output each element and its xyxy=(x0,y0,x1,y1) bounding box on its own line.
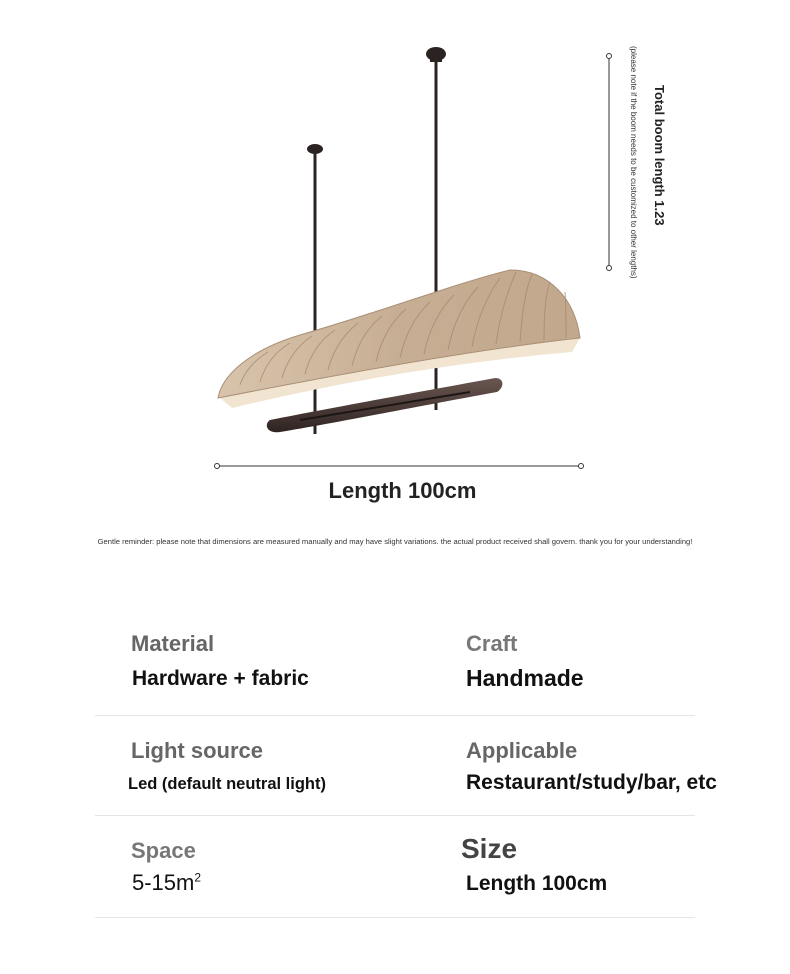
light-source-value: Led (default neutral light) xyxy=(128,775,326,793)
divider xyxy=(95,715,695,716)
boom-length-label: Total boom length 1.23 xyxy=(652,85,667,226)
applicable-value: Restaurant/study/bar, etc xyxy=(466,771,717,794)
light-source-label: Light source xyxy=(131,738,264,763)
craft-value: Handmade xyxy=(466,665,584,691)
measurement-reminder: Gentle reminder: please note that dimensions are measured manually and may have slight variations. the actual product received shall govern. thank you for your understanding! xyxy=(97,537,693,546)
size-label: Size xyxy=(461,833,518,864)
length-label: Length 100cm xyxy=(328,478,477,503)
divider xyxy=(95,815,695,816)
space-value-text: 5-15m xyxy=(132,870,195,895)
applicable-label: Applicable xyxy=(466,738,578,763)
space-unit-superscript: 2 xyxy=(194,870,202,885)
lamp-shade xyxy=(218,270,580,398)
boom-length-note: (please note if the boom needs to be customized to other lengths) xyxy=(629,46,638,279)
suspension-rod-left xyxy=(314,152,317,434)
craft-label: Craft xyxy=(466,631,518,656)
divider xyxy=(95,917,695,918)
space-value xyxy=(132,870,201,896)
material-label: Material xyxy=(131,631,215,656)
size-value: Length 100cm xyxy=(466,872,608,895)
space-label: Space xyxy=(131,838,196,863)
material-value: Hardware + fabric xyxy=(132,667,309,690)
